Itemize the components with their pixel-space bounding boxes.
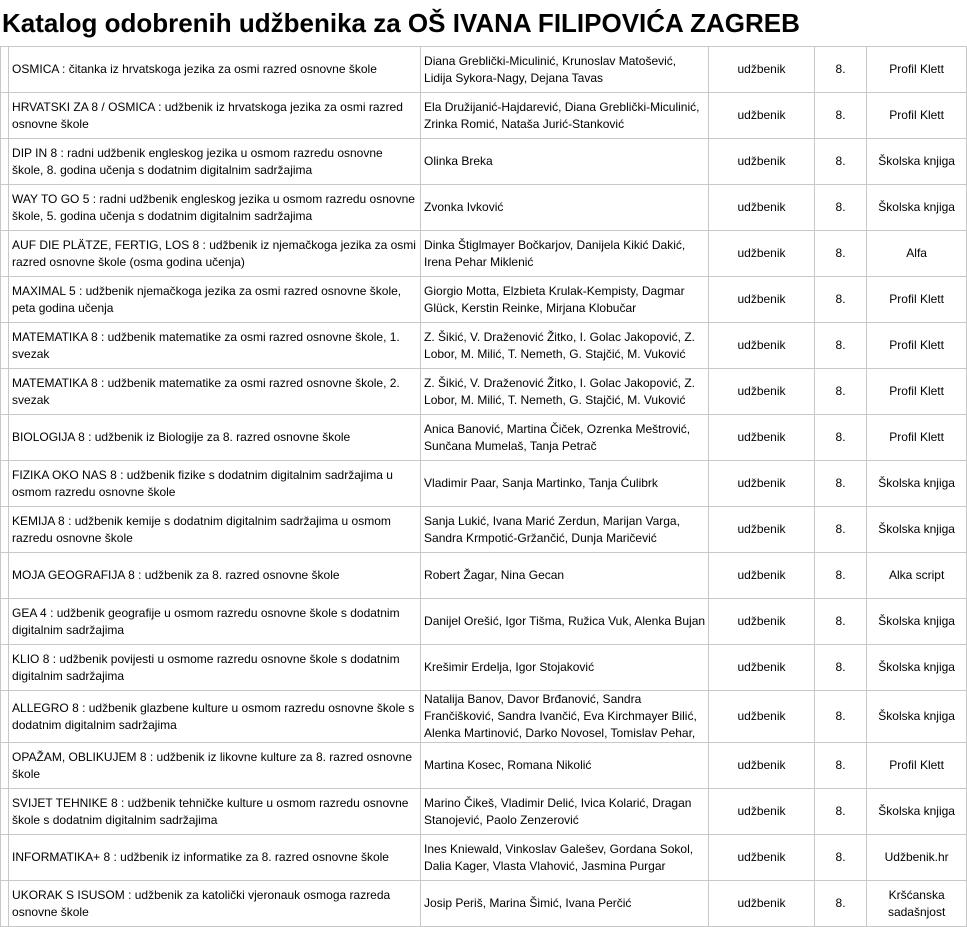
authors-text: Ines Kniewald, Vinkoslav Galešev, Gordana Sokol, Dalia Kager, Vlasta Vlahović, Jasmina Purgar	[424, 841, 694, 873]
material-type-cell	[709, 369, 815, 415]
material-type-cell	[709, 139, 815, 185]
material-type-text: udžbenik	[737, 476, 786, 490]
material-type-text: udžbenik	[737, 850, 786, 864]
material-type-text: udžbenik	[737, 154, 786, 168]
material-type-text: udžbenik	[737, 292, 786, 306]
material-type-cell	[709, 553, 815, 599]
grade-text: 8.	[835, 850, 846, 864]
authors-text: Ela Družijanić-Hajdarević, Diana Greblički-Miculinić, Zrinka Romić, Nataša Jurić-Stanković	[424, 99, 700, 131]
publisher-text: Školska knjiga	[878, 522, 955, 536]
row-marker-cell	[1, 553, 9, 599]
book-title-text: OSMICA : čitanka iz hrvatskoga jezika za osmi razred osnovne škole	[12, 62, 377, 76]
material-type-cell	[709, 47, 815, 93]
publisher-cell	[867, 47, 967, 93]
textbook-catalog-table	[0, 46, 967, 927]
material-type-cell	[709, 277, 815, 323]
authors-text: Martina Kosec, Romana Nikolić	[424, 758, 592, 772]
material-type-text: udžbenik	[737, 709, 786, 723]
material-type-text: udžbenik	[737, 614, 786, 628]
row-marker-cell	[1, 93, 9, 139]
grade-cell	[814, 645, 866, 691]
book-title-cell	[9, 835, 421, 881]
authors-text: Olinka Breka	[424, 154, 493, 168]
authors-cell	[421, 881, 709, 927]
publisher-text: Školska knjiga	[878, 804, 955, 818]
material-type-text: udžbenik	[737, 430, 786, 444]
authors-cell	[421, 691, 709, 743]
authors-text: Krešimir Erdelja, Igor Stojaković	[424, 660, 595, 674]
catalog-body	[1, 47, 967, 927]
book-title-text: WAY TO GO 5 : radni udžbenik engleskog jezika u osmom razredu osnovne škole, 5. godina učenja s dodatnim digitalnim sadržajima	[12, 191, 415, 223]
grade-cell	[814, 93, 866, 139]
authors-cell	[421, 645, 709, 691]
material-type-cell	[709, 743, 815, 789]
material-type-cell	[709, 323, 815, 369]
authors-cell	[421, 835, 709, 881]
publisher-text: Školska knjiga	[878, 709, 955, 723]
book-title-cell	[9, 743, 421, 789]
publisher-text: Alfa	[906, 246, 927, 260]
publisher-text: Školska knjiga	[878, 476, 955, 490]
publisher-cell	[867, 599, 967, 645]
book-title-cell	[9, 185, 421, 231]
publisher-cell	[867, 277, 967, 323]
book-title-cell	[9, 789, 421, 835]
table-row	[1, 461, 967, 507]
publisher-text: Školska knjiga	[878, 660, 955, 674]
grade-text: 8.	[835, 384, 846, 398]
row-marker-cell	[1, 691, 9, 743]
authors-cell	[421, 47, 709, 93]
table-row	[1, 185, 967, 231]
material-type-text: udžbenik	[737, 758, 786, 772]
authors-text: Giorgio Motta, Elzbieta Krulak-Kempisty, Dagmar Glück, Kerstin Reinke, Mirjana Klobučar	[424, 283, 685, 315]
row-marker-cell	[1, 47, 9, 93]
authors-text: Natalija Banov, Davor Brđanović, Sandra Frančišković, Sandra Ivančić, Eva Kirchmayer Bilić, Alenka Martinović, Darko Novosel, Tomislav Pehar,	[424, 692, 697, 740]
publisher-cell	[867, 461, 967, 507]
row-marker-cell	[1, 835, 9, 881]
grade-cell	[814, 47, 866, 93]
publisher-cell	[867, 881, 967, 927]
publisher-text: Profil Klett	[889, 430, 944, 444]
authors-text: Marino Čikeš, Vladimir Delić, Ivica Kolarić, Dragan Stanojević, Paolo Zenzerović	[424, 795, 692, 827]
row-marker-cell	[1, 323, 9, 369]
publisher-cell	[867, 415, 967, 461]
row-marker-cell	[1, 743, 9, 789]
grade-text: 8.	[835, 568, 846, 582]
table-row	[1, 93, 967, 139]
book-title-cell	[9, 93, 421, 139]
authors-cell	[421, 743, 709, 789]
book-title-text: MATEMATIKA 8 : udžbenik matematike za osmi razred osnovne škole, 2. svezak	[12, 375, 400, 407]
authors-cell	[421, 553, 709, 599]
book-title-text: GEA 4 : udžbenik geografije u osmom razredu osnovne škole s dodatnim digitalnim sadržajima	[12, 605, 400, 637]
table-row	[1, 599, 967, 645]
publisher-cell	[867, 507, 967, 553]
row-marker-cell	[1, 277, 9, 323]
authors-cell	[421, 93, 709, 139]
grade-cell	[814, 789, 866, 835]
publisher-cell	[867, 185, 967, 231]
publisher-text: Školska knjiga	[878, 154, 955, 168]
book-title-cell	[9, 691, 421, 743]
grade-cell	[814, 599, 866, 645]
authors-cell	[421, 139, 709, 185]
grade-text: 8.	[835, 758, 846, 772]
grade-cell	[814, 691, 866, 743]
authors-cell	[421, 599, 709, 645]
grade-cell	[814, 835, 866, 881]
publisher-cell	[867, 553, 967, 599]
publisher-cell	[867, 323, 967, 369]
book-title-text: AUF DIE PLÄTZE, FERTIG, LOS 8 : udžbenik iz njemačkoga jezika za osmi razred osnovne škole (osma godina učenja)	[12, 237, 416, 269]
grade-cell	[814, 231, 866, 277]
publisher-cell	[867, 789, 967, 835]
publisher-text: Profil Klett	[889, 62, 944, 76]
authors-text: Dinka Štiglmayer Bočkarjov, Danijela Kikić Dakić, Irena Pehar Miklenić	[424, 237, 686, 269]
table-row	[1, 323, 967, 369]
row-marker-cell	[1, 599, 9, 645]
authors-cell	[421, 789, 709, 835]
book-title-text: BIOLOGIJA 8 : udžbenik iz Biologije za 8. razred osnovne škole	[12, 430, 351, 444]
book-title-text: ALLEGRO 8 : udžbenik glazbene kulture u osmom razredu osnovne škole s dodatnim digitalnim sadržajima	[12, 700, 415, 732]
grade-text: 8.	[835, 292, 846, 306]
material-type-cell	[709, 789, 815, 835]
book-title-cell	[9, 599, 421, 645]
row-marker-cell	[1, 369, 9, 415]
table-row	[1, 47, 967, 93]
publisher-text: Školska knjiga	[878, 614, 955, 628]
grade-cell	[814, 881, 866, 927]
material-type-cell	[709, 507, 815, 553]
material-type-text: udžbenik	[737, 200, 786, 214]
publisher-cell	[867, 369, 967, 415]
table-row	[1, 231, 967, 277]
row-marker-cell	[1, 789, 9, 835]
row-marker-cell	[1, 139, 9, 185]
authors-text: Sanja Lukić, Ivana Marić Zerdun, Marijan Varga, Sandra Krmpotić-Gržančić, Dunja Maričević	[424, 513, 680, 545]
authors-text: Z. Šikić, V. Draženović Žitko, I. Golac Jakopović, Z. Lobor, M. Milić, T. Nemeth, G. Stajčić, M. Vuković	[424, 329, 696, 361]
authors-cell	[421, 277, 709, 323]
row-marker-cell	[1, 645, 9, 691]
grade-cell	[814, 461, 866, 507]
authors-text: Z. Šikić, V. Draženović Žitko, I. Golac Jakopović, Z. Lobor, M. Milić, T. Nemeth, G. Stajčić, M. Vuković	[424, 375, 696, 407]
book-title-text: UKORAK S ISUSOM : udžbenik za katolički vjeronauk osmoga razreda osnovne škole	[12, 887, 391, 919]
book-title-text: INFORMATIKA+ 8 : udžbenik iz informatike za 8. razred osnovne škole	[12, 850, 389, 864]
material-type-cell	[709, 691, 815, 743]
table-row	[1, 743, 967, 789]
table-row	[1, 881, 967, 927]
book-title-text: DIP IN 8 : radni udžbenik engleskog jezika u osmom razredu osnovne škole, 8. godina učenja s dodatnim digitalnim sadržajima	[12, 145, 383, 177]
grade-cell	[814, 743, 866, 789]
book-title-text: HRVATSKI ZA 8 / OSMICA : udžbenik iz hrvatskoga jezika za osmi razred osnovne škole	[12, 99, 403, 131]
grade-cell	[814, 185, 866, 231]
publisher-text: Profil Klett	[889, 108, 944, 122]
grade-text: 8.	[835, 804, 846, 818]
publisher-text: Profil Klett	[889, 338, 944, 352]
row-marker-cell	[1, 185, 9, 231]
material-type-cell	[709, 461, 815, 507]
material-type-cell	[709, 415, 815, 461]
grade-text: 8.	[835, 108, 846, 122]
material-type-text: udžbenik	[737, 246, 786, 260]
book-title-cell	[9, 645, 421, 691]
publisher-text: Profil Klett	[889, 292, 944, 306]
authors-text: Danijel Orešić, Igor Tišma, Ružica Vuk, Alenka Bujan	[424, 614, 706, 628]
authors-text: Zvonka Ivković	[424, 200, 504, 214]
publisher-cell	[867, 645, 967, 691]
row-marker-cell	[1, 461, 9, 507]
publisher-cell	[867, 691, 967, 743]
authors-cell	[421, 461, 709, 507]
authors-cell	[421, 415, 709, 461]
book-title-cell	[9, 881, 421, 927]
grade-text: 8.	[835, 200, 846, 214]
book-title-cell	[9, 47, 421, 93]
publisher-text: Profil Klett	[889, 384, 944, 398]
authors-cell	[421, 507, 709, 553]
authors-cell	[421, 323, 709, 369]
table-row	[1, 553, 967, 599]
material-type-text: udžbenik	[737, 108, 786, 122]
material-type-cell	[709, 835, 815, 881]
material-type-text: udžbenik	[737, 62, 786, 76]
book-title-text: MAXIMAL 5 : udžbenik njemačkoga jezika za osmi razred osnovne škole, peta godina učenja	[12, 283, 402, 315]
publisher-text: Profil Klett	[889, 758, 944, 772]
grade-text: 8.	[835, 522, 846, 536]
authors-text: Josip Periš, Marina Šimić, Ivana Perčić	[424, 896, 632, 910]
book-title-text: MOJA GEOGRAFIJA 8 : udžbenik za 8. razred osnovne škole	[12, 568, 340, 582]
publisher-cell	[867, 835, 967, 881]
page-title: Katalog odobrenih udžbenika za OŠ IVANA FILIPOVIĆA ZAGREB	[2, 8, 800, 38]
material-type-text: udžbenik	[737, 568, 786, 582]
table-row	[1, 139, 967, 185]
material-type-cell	[709, 231, 815, 277]
book-title-cell	[9, 553, 421, 599]
authors-text: Robert Žagar, Nina Gecan	[424, 568, 565, 582]
grade-cell	[814, 323, 866, 369]
table-row	[1, 507, 967, 553]
material-type-text: udžbenik	[737, 338, 786, 352]
book-title-text: FIZIKA OKO NAS 8 : udžbenik fizike s dodatnim digitalnim sadržajima u osmom razredu osnovne škole	[12, 467, 393, 499]
book-title-cell	[9, 369, 421, 415]
grade-text: 8.	[835, 430, 846, 444]
row-marker-cell	[1, 231, 9, 277]
table-row	[1, 369, 967, 415]
grade-cell	[814, 507, 866, 553]
grade-text: 8.	[835, 896, 846, 910]
authors-text: Diana Greblički-Miculinić, Krunoslav Matošević, Lidija Sykora-Nagy, Dejana Tavas	[424, 53, 677, 85]
publisher-cell	[867, 231, 967, 277]
material-type-text: udžbenik	[737, 660, 786, 674]
publisher-cell	[867, 743, 967, 789]
material-type-text: udžbenik	[737, 522, 786, 536]
grade-cell	[814, 277, 866, 323]
row-marker-cell	[1, 415, 9, 461]
material-type-cell	[709, 185, 815, 231]
grade-cell	[814, 139, 866, 185]
authors-cell	[421, 185, 709, 231]
grade-text: 8.	[835, 709, 846, 723]
book-title-cell	[9, 231, 421, 277]
material-type-text: udžbenik	[737, 804, 786, 818]
book-title-text: MATEMATIKA 8 : udžbenik matematike za osmi razred osnovne škole, 1. svezak	[12, 329, 400, 361]
table-row	[1, 277, 967, 323]
material-type-text: udžbenik	[737, 384, 786, 398]
authors-text: Vladimir Paar, Sanja Martinko, Tanja Ćulibrk	[424, 476, 658, 490]
book-title-cell	[9, 277, 421, 323]
table-row	[1, 789, 967, 835]
publisher-cell	[867, 93, 967, 139]
publisher-cell	[867, 139, 967, 185]
table-row	[1, 691, 967, 743]
book-title-cell	[9, 323, 421, 369]
material-type-cell	[709, 881, 815, 927]
table-row	[1, 835, 967, 881]
book-title-cell	[9, 415, 421, 461]
row-marker-cell	[1, 507, 9, 553]
grade-text: 8.	[835, 476, 846, 490]
grade-cell	[814, 369, 866, 415]
grade-text: 8.	[835, 62, 846, 76]
table-row	[1, 645, 967, 691]
publisher-text: Kršćanska sadašnjost	[887, 887, 946, 919]
material-type-cell	[709, 645, 815, 691]
book-title-text: OPAŽAM, OBLIKUJEM 8 : udžbenik iz likovne kulture za 8. razred osnovne škole	[12, 749, 412, 781]
grade-cell	[814, 415, 866, 461]
publisher-text: Alka script	[888, 568, 945, 582]
authors-cell	[421, 231, 709, 277]
grade-cell	[814, 553, 866, 599]
grade-text: 8.	[835, 246, 846, 260]
authors-cell	[421, 369, 709, 415]
book-title-text: KLIO 8 : udžbenik povijesti u osmome razredu osnovne škole s dodatnim digitalnim sadržajima	[12, 651, 400, 683]
material-type-cell	[709, 93, 815, 139]
book-title-cell	[9, 507, 421, 553]
book-title-cell	[9, 139, 421, 185]
grade-text: 8.	[835, 660, 846, 674]
publisher-text: Udžbenik.hr	[884, 850, 949, 864]
grade-text: 8.	[835, 338, 846, 352]
authors-text: Anica Banović, Martina Čiček, Ozrenka Meštrović, Sunčana Mumelaš, Tanja Petrač	[424, 421, 691, 453]
material-type-cell	[709, 599, 815, 645]
grade-text: 8.	[835, 154, 846, 168]
publisher-text: Školska knjiga	[878, 200, 955, 214]
material-type-text: udžbenik	[737, 896, 786, 910]
book-title-text: KEMIJA 8 : udžbenik kemije s dodatnim digitalnim sadržajima u osmom razredu osnovne škole	[12, 513, 391, 545]
grade-text: 8.	[835, 614, 846, 628]
row-marker-cell	[1, 881, 9, 927]
book-title-cell	[9, 461, 421, 507]
table-row	[1, 415, 967, 461]
book-title-text: SVIJET TEHNIKE 8 : udžbenik tehničke kulture u osmom razredu osnovne škole s dodatnim digitalnim sadržajima	[12, 795, 409, 827]
